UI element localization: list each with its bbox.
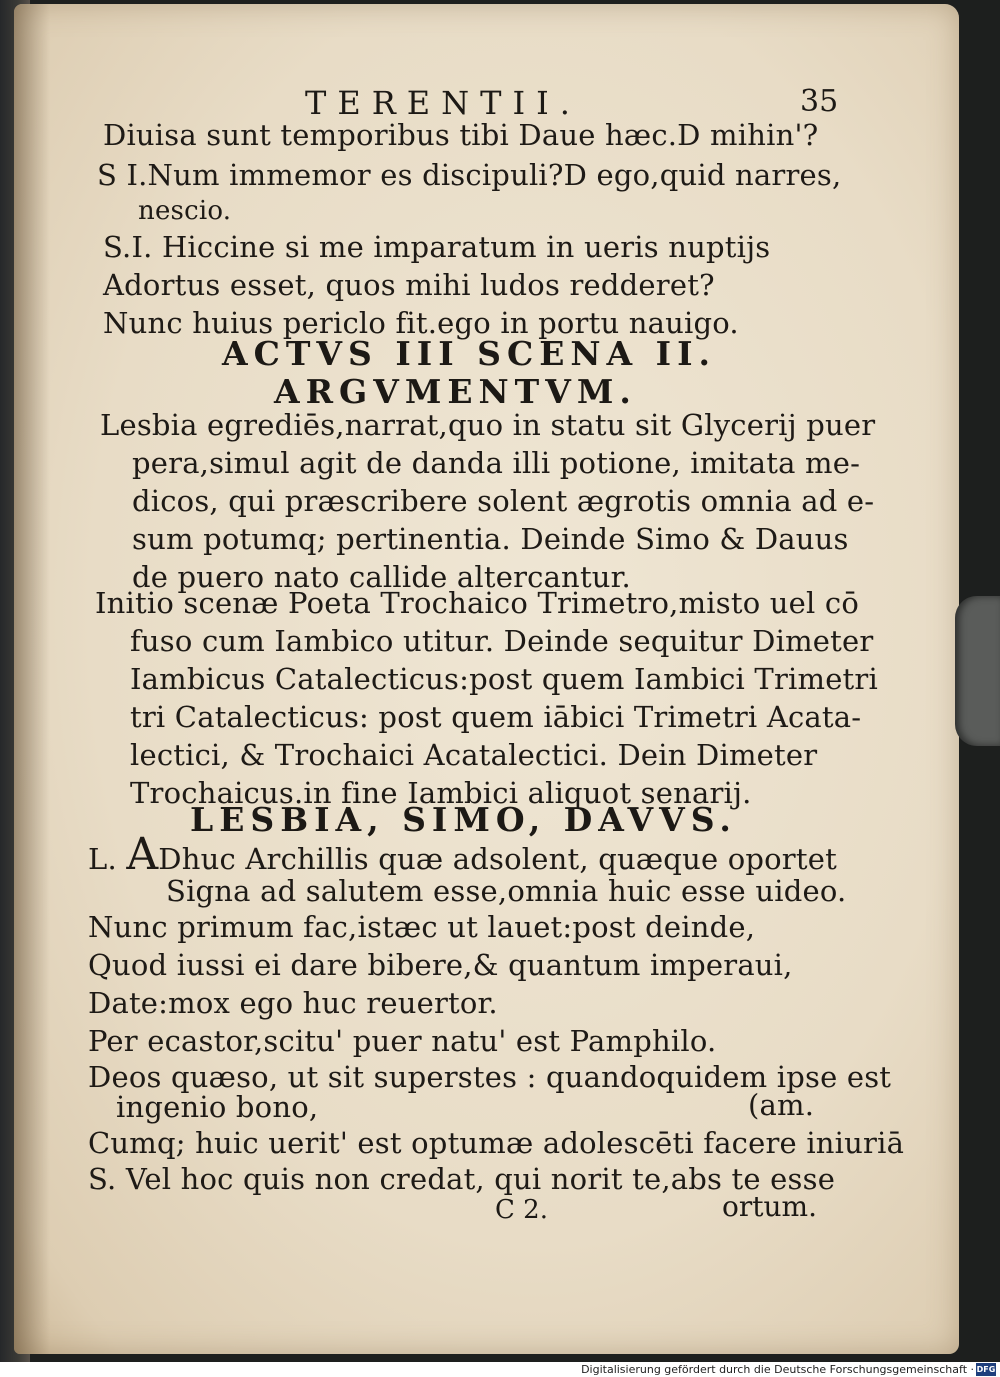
verse-line: S.I. Hiccine si me imparatum in ueris nuptijs	[103, 230, 771, 264]
meter-line: Trochaicus.in fine Iambici aliquot senarij.	[130, 776, 752, 810]
catchword: ortum.	[722, 1190, 817, 1223]
verse-line: nescio.	[138, 196, 232, 226]
running-head: TERENTII.	[305, 84, 581, 122]
book-clasp-tab	[955, 596, 1000, 746]
dialogue-line: Signa ad salutem esse,omnia huic esse uideo.	[166, 874, 847, 908]
meter-line: Iambicus Catalecticus:post quem Iambici Trimetri	[130, 662, 878, 696]
dfg-logo: DFG	[976, 1365, 996, 1374]
argument-line: sum potumq; pertinentia. Deinde Simo & Dauus	[132, 522, 849, 556]
dialogue-line: Date:mox ego huc reuertor.	[88, 986, 498, 1020]
dialogue-line: Deos quæso, ut sit superstes : quandoquidem ipse est	[88, 1060, 892, 1094]
meter-line: tri Catalecticus: post quem iābici Trimetri Acata-	[130, 700, 862, 734]
dialogue-line: Cumq; huic uerit' est optumæ adolescēti facere iniuriā	[88, 1126, 905, 1160]
argument-line: dicos, qui præscribere solent ægrotis omnia ad e-	[132, 484, 875, 518]
verse-line: S I.Num immemor es discipuli?D ego,quid narres,	[97, 158, 842, 192]
drop-capital: A	[126, 829, 159, 880]
dialogue-line-text: Dhuc Archillis quæ adsolent, quæque oportet	[158, 842, 837, 876]
dialogue-first-line	[88, 829, 837, 880]
verse-line: Nunc huius periclo fit.ego in portu nauigo.	[103, 306, 739, 340]
argument-line: pera,simul agit de danda illi potione, imitata me-	[132, 446, 861, 480]
footer-credit: Digitalisierung gefördert durch die Deutsche Forschungsgemeinschaft ·	[581, 1363, 974, 1376]
meter-line: lectici, & Trochaici Acatalectici. Dein Dimeter	[130, 738, 818, 772]
dialogue-line: S. Vel hoc quis non credat, qui norit te,abs te esse	[88, 1162, 836, 1196]
speaker-label: L.	[88, 842, 117, 876]
speakers-heading: LESBIA, SIMO, DAVVS.	[190, 800, 737, 839]
argument-line: Lesbia egrediēs,narrat,quo in statu sit Glycerij puer	[100, 408, 876, 442]
turnover-word: (am.	[748, 1088, 815, 1122]
page-number: 35	[800, 84, 839, 119]
dialogue-line: ingenio bono,	[116, 1090, 319, 1124]
page-gutter-shadow	[14, 4, 50, 1354]
dialogue-line: Nunc primum fac,istæc ut lauet:post deinde,	[88, 910, 756, 944]
meter-line: fuso cum Iambico utitur. Deinde sequitur Dimeter	[130, 624, 874, 658]
dialogue-line: Per ecastor,scitu' puer natu' est Pamphilo.	[88, 1024, 717, 1058]
verse-line: Adortus esset, quos mihi ludos redderet?	[103, 268, 715, 302]
act-heading: ACTVS III SCENA II.	[222, 334, 717, 373]
dialogue-line: Quod iussi ei dare bibere,& quantum imperaui,	[88, 948, 793, 982]
verse-line: Diuisa sunt temporibus tibi Daue hæc.D mihin'?	[103, 118, 819, 152]
argument-heading: ARGVMENTVM.	[274, 372, 637, 411]
signature-mark: C 2.	[495, 1195, 548, 1225]
meter-line: Initio scenæ Poeta Trochaico Trimetro,misto uel cō	[95, 586, 859, 620]
argument-line: de puero nato callide altercantur.	[132, 560, 631, 594]
